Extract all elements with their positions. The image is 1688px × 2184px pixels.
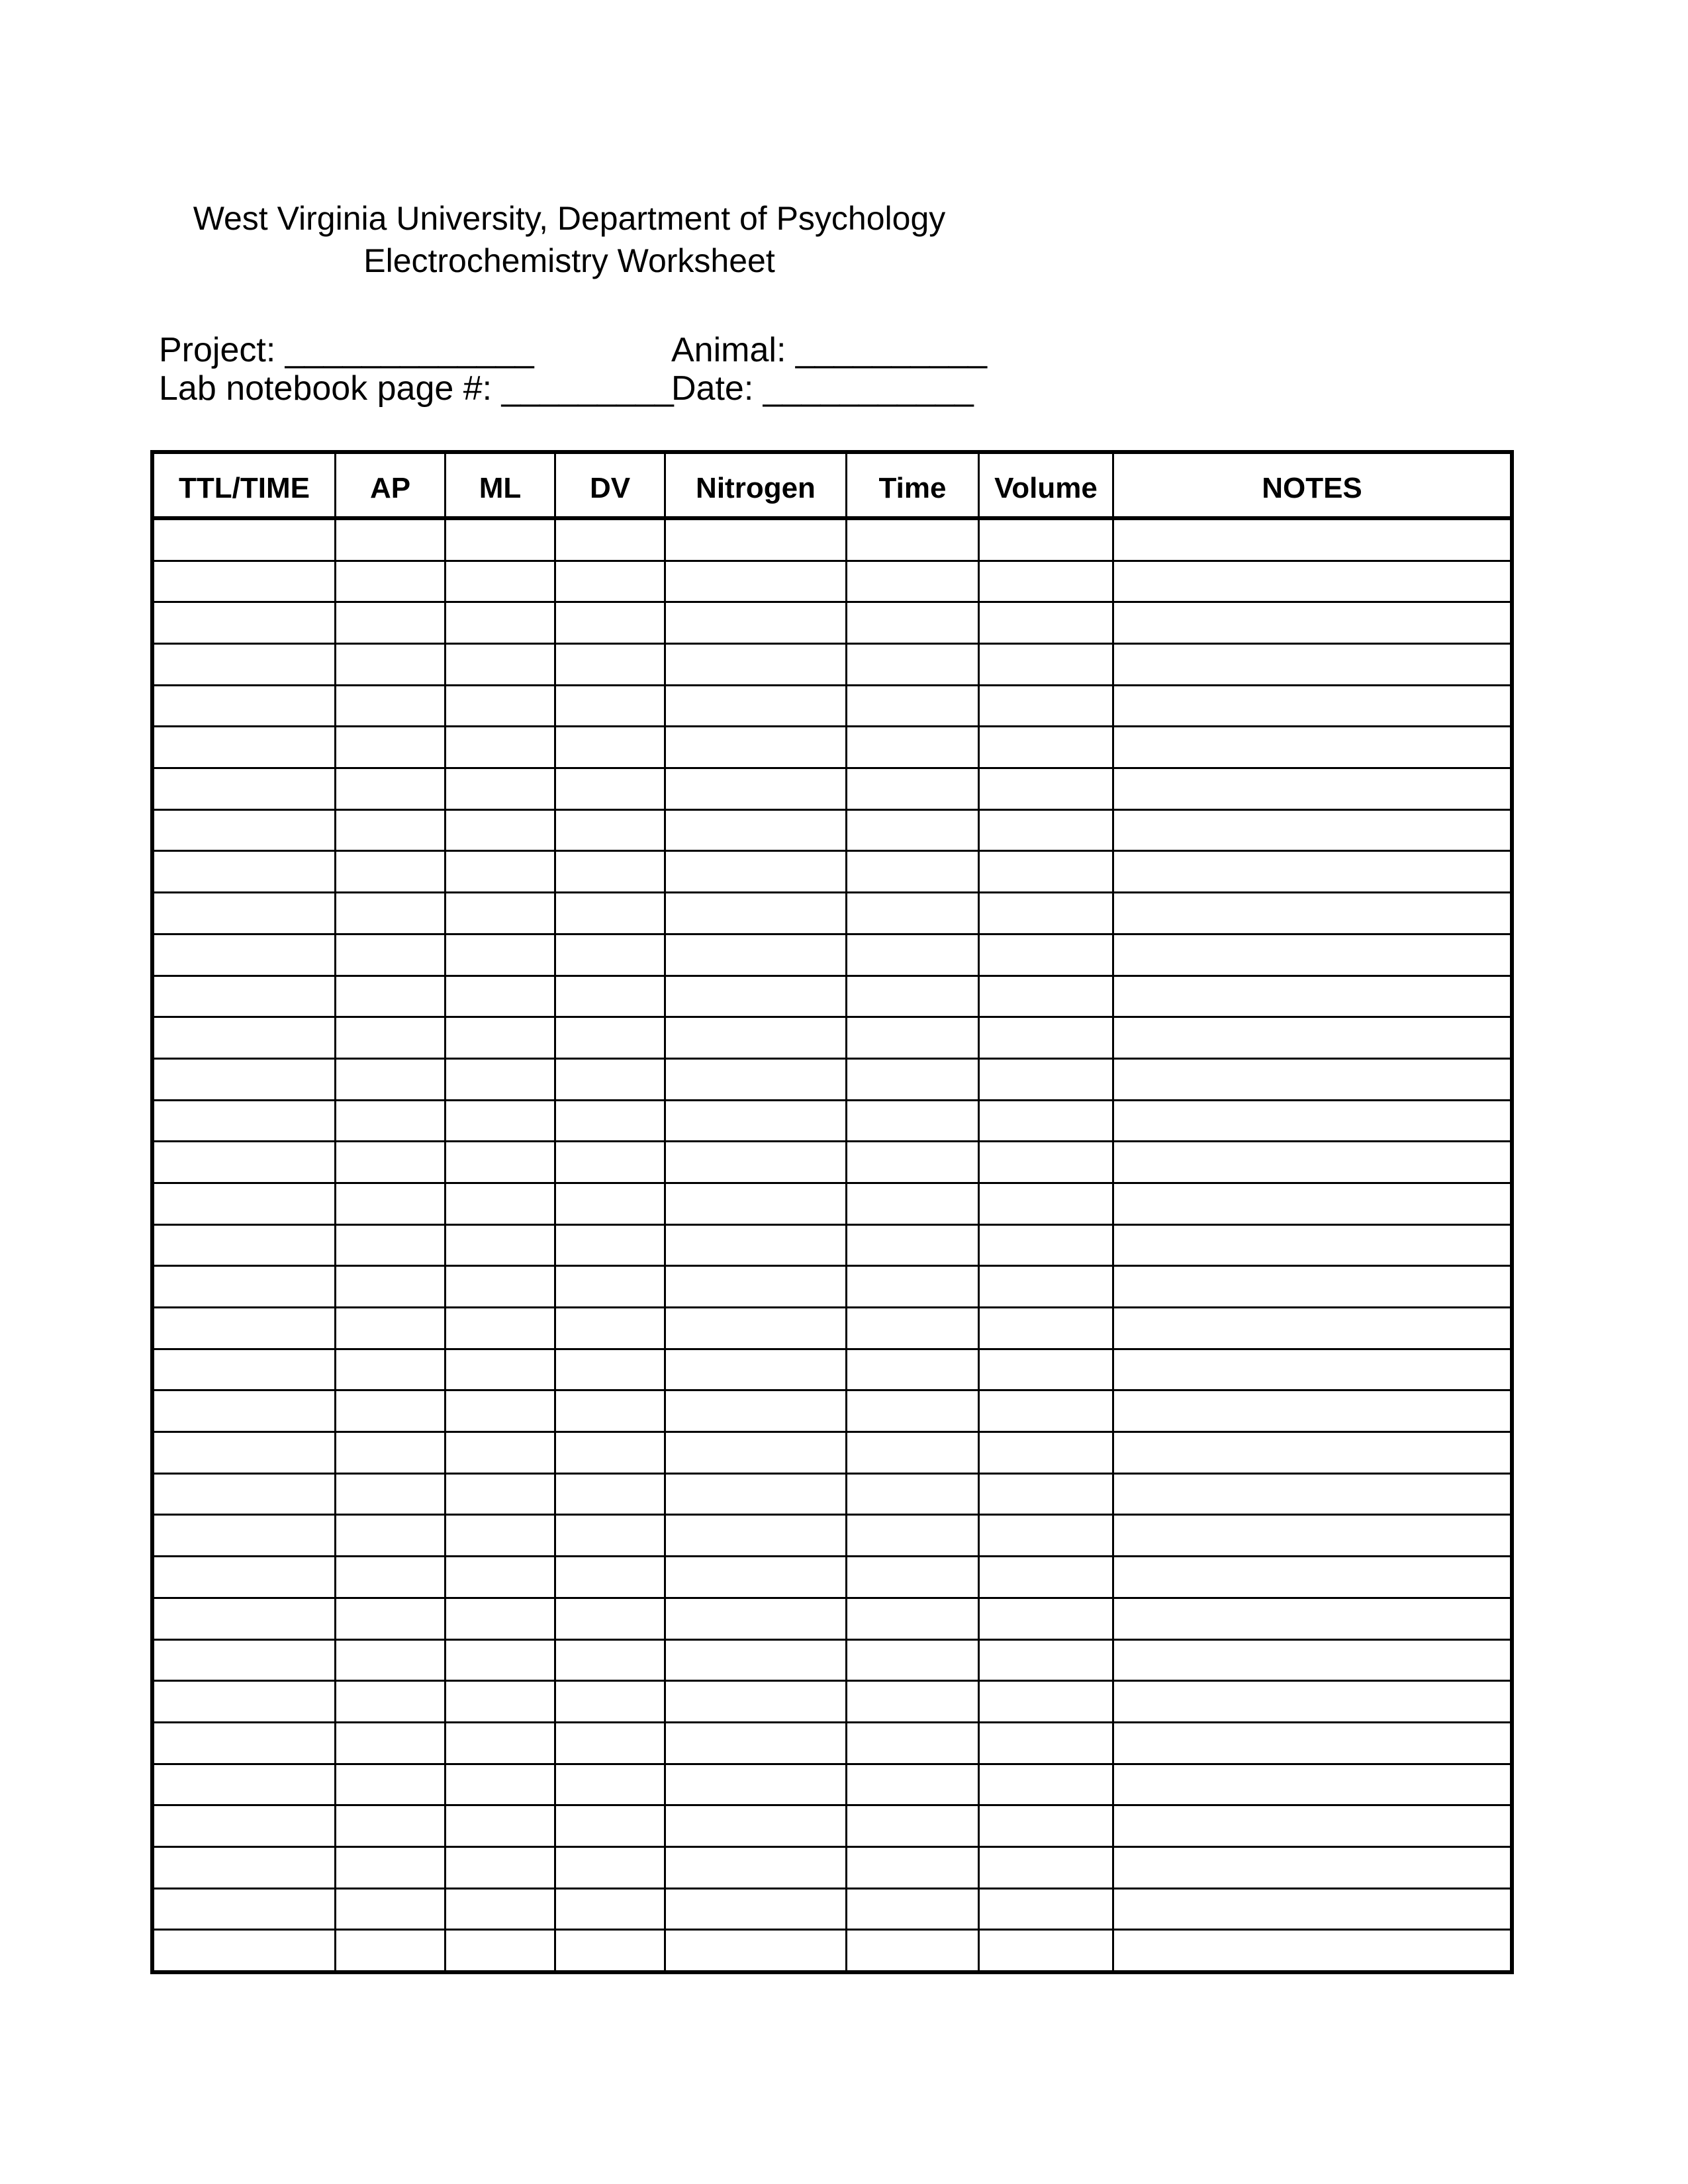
empty-cell [666,686,845,726]
empty-cell [1114,686,1510,726]
empty-cell [980,1391,1112,1431]
lab-notebook-field: Lab notebook page #: _________ [159,369,674,408]
empty-cell [154,1723,334,1763]
empty-cell [154,977,334,1017]
empty-cell [666,1848,845,1888]
page-title-line1: West Virginia University, Department of Psychology [193,200,946,237]
empty-cell [666,1060,845,1099]
field-row-1 [0,330,1688,370]
empty-cell [556,686,664,726]
empty-cell [980,1765,1112,1805]
empty-cell [847,1184,978,1224]
empty-cell [980,1682,1112,1721]
empty-cell [980,1599,1112,1639]
empty-cell [446,1931,554,1970]
empty-cell [336,1308,444,1348]
empty-cell [336,852,444,891]
empty-cell [556,1350,664,1390]
empty-cell [1114,520,1510,560]
empty-cell [446,1226,554,1265]
empty-cell [666,562,845,602]
empty-cell [336,1557,444,1597]
empty-cell [154,645,334,684]
empty-cell [154,1806,334,1846]
empty-cell [556,1267,664,1306]
empty-cell [446,893,554,933]
column-header-time: Time [847,454,978,518]
empty-cell [336,1060,444,1099]
empty-cell [847,977,978,1017]
empty-cell [556,1308,664,1348]
empty-cell [446,562,554,602]
empty-cell [446,686,554,726]
field-row-2 [0,369,1688,408]
empty-cell [1114,1308,1510,1348]
empty-cell [556,727,664,767]
empty-cell [666,1641,845,1680]
empty-cell [847,1516,978,1555]
empty-cell [666,1889,845,1929]
empty-cell [154,1184,334,1224]
empty-cell [1114,1142,1510,1182]
empty-cell [556,1101,664,1141]
empty-cell [336,520,444,560]
empty-cell [154,893,334,933]
empty-cell [666,1350,845,1390]
empty-cell [847,1682,978,1721]
empty-cell [980,562,1112,602]
empty-cell [1114,769,1510,809]
empty-cell [1114,1557,1510,1597]
empty-cell [980,1142,1112,1182]
empty-cell [980,852,1112,891]
empty-cell [1114,1391,1510,1431]
empty-cell [336,1433,444,1473]
empty-cell [556,1723,664,1763]
date-field: Date: ___________ [671,369,974,408]
empty-cell [666,769,845,809]
empty-cell [847,1475,978,1514]
empty-cell [446,935,554,975]
empty-cell [1114,1889,1510,1929]
empty-cell [446,1723,554,1763]
empty-cell [666,1723,845,1763]
empty-cell [336,1101,444,1141]
empty-cell [556,1391,664,1431]
empty-cell [1114,1599,1510,1639]
empty-cell [336,1723,444,1763]
empty-cell [980,1475,1112,1514]
empty-cell [980,893,1112,933]
empty-cell [847,727,978,767]
empty-cell [336,1267,444,1306]
empty-cell [336,1018,444,1058]
empty-cell [446,603,554,643]
empty-cell [336,1350,444,1390]
empty-cell [336,1682,444,1721]
empty-cell [847,1101,978,1141]
empty-cell [666,893,845,933]
empty-cell [336,1391,444,1431]
empty-cell [666,603,845,643]
empty-cell [154,686,334,726]
empty-cell [154,1641,334,1680]
empty-cell [446,1557,554,1597]
empty-cell [1114,1641,1510,1680]
empty-cell [446,1433,554,1473]
empty-cell [154,1599,334,1639]
empty-cell [847,1350,978,1390]
empty-cell [154,769,334,809]
empty-cell [336,1599,444,1639]
empty-cell [847,1557,978,1597]
empty-cell [556,1599,664,1639]
empty-cell [980,1018,1112,1058]
empty-cell [847,1889,978,1929]
empty-cell [666,1308,845,1348]
empty-cell [1114,603,1510,643]
empty-cell [666,1806,845,1846]
empty-cell [154,1516,334,1555]
empty-cell [980,1060,1112,1099]
empty-cell [154,1848,334,1888]
empty-cell [980,1433,1112,1473]
empty-cell [847,603,978,643]
empty-cell [154,935,334,975]
empty-cell [154,1391,334,1431]
empty-cell [336,1765,444,1805]
empty-cell [980,645,1112,684]
empty-cell [847,852,978,891]
empty-cell [556,1848,664,1888]
empty-cell [556,645,664,684]
empty-cell [980,1557,1112,1597]
empty-cell [446,1806,554,1846]
empty-cell [666,1018,845,1058]
empty-cell [1114,1931,1510,1970]
empty-cell [154,1226,334,1265]
empty-cell [980,1848,1112,1888]
empty-cell [1114,1682,1510,1721]
page-title-line2: Electrochemistry Worksheet [363,242,775,279]
empty-cell [847,769,978,809]
empty-cell [1114,1765,1510,1805]
empty-cell [847,893,978,933]
empty-cell [446,1060,554,1099]
empty-cell [336,1516,444,1555]
empty-cell [446,1516,554,1555]
empty-cell [666,852,845,891]
empty-cell [980,1350,1112,1390]
empty-cell [666,1391,845,1431]
empty-cell [154,1350,334,1390]
empty-cell [666,1599,845,1639]
empty-cell [980,1806,1112,1846]
empty-cell [446,1682,554,1721]
empty-cell [1114,935,1510,975]
empty-cell [446,1101,554,1141]
empty-cell [666,1142,845,1182]
empty-cell [1114,1101,1510,1141]
empty-cell [556,893,664,933]
empty-cell [336,562,444,602]
empty-cell [556,1931,664,1970]
empty-cell [847,562,978,602]
empty-cell [154,1308,334,1348]
empty-cell [1114,852,1510,891]
empty-cell [980,769,1112,809]
title-block [150,197,988,282]
empty-cell [446,1391,554,1431]
empty-cell [556,520,664,560]
empty-cell [666,1516,845,1555]
empty-cell [980,520,1112,560]
empty-cell [336,645,444,684]
empty-cell [556,1433,664,1473]
empty-cell [666,1557,845,1597]
empty-cell [980,1641,1112,1680]
empty-cell [154,1557,334,1597]
empty-cell [666,1931,845,1970]
empty-cell [847,1226,978,1265]
empty-cell [847,645,978,684]
empty-cell [847,935,978,975]
empty-cell [154,727,334,767]
empty-cell [336,1806,444,1846]
empty-cell [336,603,444,643]
empty-cell [1114,1848,1510,1888]
empty-cell [666,1267,845,1306]
empty-cell [154,1765,334,1805]
empty-cell [154,1101,334,1141]
empty-cell [154,520,334,560]
empty-cell [446,1267,554,1306]
empty-cell [847,1641,978,1680]
empty-cell [1114,1475,1510,1514]
empty-cell [980,1101,1112,1141]
worksheet-table [150,450,1514,1974]
empty-cell [847,1931,978,1970]
empty-cell [847,686,978,726]
empty-cell [446,1184,554,1224]
empty-cell [154,1060,334,1099]
empty-cell [847,1060,978,1099]
empty-cell [556,1516,664,1555]
empty-cell [666,1475,845,1514]
empty-cell [980,1267,1112,1306]
empty-cell [556,1018,664,1058]
empty-cell [446,1308,554,1348]
empty-cell [446,977,554,1017]
empty-cell [980,1184,1112,1224]
column-header-ttl-time: TTL/TIME [154,454,334,518]
empty-cell [446,811,554,850]
empty-cell [980,811,1112,850]
empty-cell [666,1184,845,1224]
empty-cell [154,1433,334,1473]
empty-cell [154,1889,334,1929]
empty-cell [1114,977,1510,1017]
empty-cell [1114,645,1510,684]
column-header-nitrogen: Nitrogen [666,454,845,518]
empty-cell [1114,562,1510,602]
empty-cell [154,1475,334,1514]
column-header-ml: ML [446,454,554,518]
empty-cell [980,1889,1112,1929]
empty-cell [556,1184,664,1224]
empty-cell [556,852,664,891]
empty-cell [154,811,334,850]
empty-cell [336,1848,444,1888]
empty-cell [446,1848,554,1888]
empty-cell [666,1101,845,1141]
empty-cell [154,1142,334,1182]
empty-cell [980,1723,1112,1763]
empty-cell [980,935,1112,975]
empty-cell [154,852,334,891]
empty-cell [154,1267,334,1306]
animal-field: Animal: __________ [671,331,988,369]
empty-cell [847,1142,978,1182]
empty-cell [556,1475,664,1514]
empty-cell [336,727,444,767]
empty-cell [666,1682,845,1721]
empty-cell [847,1599,978,1639]
empty-cell [1114,727,1510,767]
empty-cell [556,1765,664,1805]
empty-cell [980,977,1112,1017]
empty-cell [847,1723,978,1763]
empty-cell [666,1226,845,1265]
empty-cell [336,1142,444,1182]
empty-cell [336,769,444,809]
empty-cell [556,1682,664,1721]
project-field: Project: _____________ [159,331,534,369]
empty-cell [847,1433,978,1473]
empty-cell [446,1350,554,1390]
empty-cell [556,1557,664,1597]
empty-cell [446,1641,554,1680]
empty-cell [556,1889,664,1929]
empty-cell [980,603,1112,643]
empty-cell [980,686,1112,726]
empty-cell [666,1433,845,1473]
empty-cell [556,562,664,602]
empty-cell [847,1308,978,1348]
empty-cell [666,727,845,767]
empty-cell [666,520,845,560]
empty-cell [666,645,845,684]
empty-cell [446,852,554,891]
empty-cell [666,1765,845,1805]
empty-cell [1114,811,1510,850]
column-header-notes: NOTES [1114,454,1510,518]
empty-cell [336,935,444,975]
empty-cell [1114,893,1510,933]
empty-cell [1114,1018,1510,1058]
empty-cell [1114,1516,1510,1555]
empty-cell [336,977,444,1017]
empty-cell [154,1682,334,1721]
empty-cell [336,811,444,850]
empty-cell [980,1516,1112,1555]
empty-cell [556,1060,664,1099]
empty-cell [980,727,1112,767]
empty-cell [847,1391,978,1431]
empty-cell [154,1018,334,1058]
empty-cell [556,603,664,643]
empty-cell [556,935,664,975]
empty-cell [154,603,334,643]
empty-cell [446,645,554,684]
empty-cell [556,1806,664,1846]
empty-cell [1114,1184,1510,1224]
column-header-dv: DV [556,454,664,518]
empty-cell [556,1226,664,1265]
empty-cell [980,1931,1112,1970]
empty-cell [847,1765,978,1805]
empty-cell [847,811,978,850]
empty-cell [847,1267,978,1306]
empty-cell [1114,1226,1510,1265]
empty-cell [446,727,554,767]
empty-cell [154,562,334,602]
empty-cell [446,1765,554,1805]
empty-cell [1114,1267,1510,1306]
empty-cell [446,1599,554,1639]
empty-cell [666,811,845,850]
empty-cell [980,1226,1112,1265]
empty-cell [446,520,554,560]
empty-cell [154,1931,334,1970]
empty-cell [980,1308,1112,1348]
empty-cell [847,1848,978,1888]
column-header-ap: AP [336,454,444,518]
empty-cell [446,1018,554,1058]
empty-cell [1114,1350,1510,1390]
empty-cell [1114,1723,1510,1763]
empty-cell [336,1641,444,1680]
empty-cell [847,1806,978,1846]
empty-cell [336,1226,444,1265]
empty-cell [556,1641,664,1680]
empty-cell [336,1889,444,1929]
empty-cell [666,977,845,1017]
empty-cell [446,1889,554,1929]
empty-cell [336,893,444,933]
column-header-volume: Volume [980,454,1112,518]
empty-cell [556,811,664,850]
empty-cell [847,1018,978,1058]
empty-cell [556,1142,664,1182]
empty-cell [336,1475,444,1514]
empty-cell [666,935,845,975]
empty-cell [446,1475,554,1514]
empty-cell [446,1142,554,1182]
empty-cell [1114,1806,1510,1846]
empty-cell [1114,1433,1510,1473]
empty-cell [336,1931,444,1970]
empty-cell [556,769,664,809]
empty-cell [446,769,554,809]
empty-cell [336,1184,444,1224]
empty-cell [1114,1060,1510,1099]
empty-cell [336,686,444,726]
empty-cell [847,520,978,560]
empty-cell [556,977,664,1017]
